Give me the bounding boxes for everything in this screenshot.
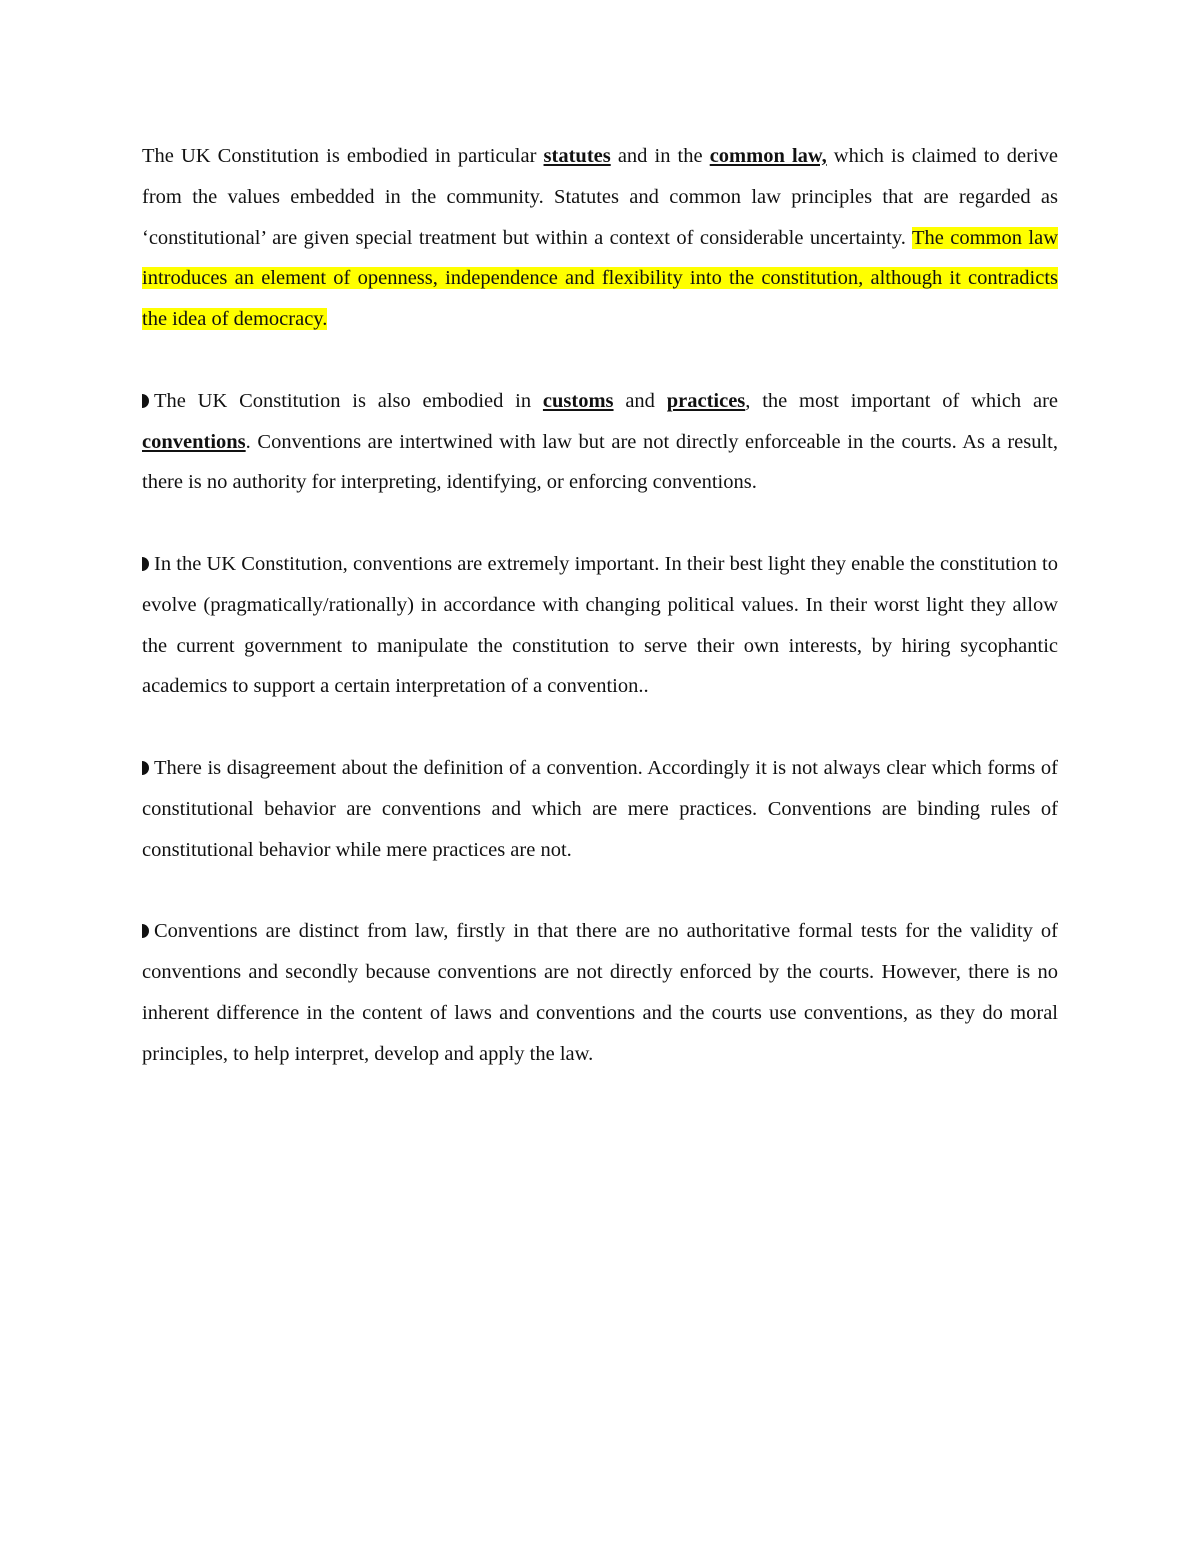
paragraph-3-text: In the UK Constitution, conventions are extremely important. In their best light they enable the constitution to evolve (pragmatically/rationally) in accordance with changing political values. In their worst light they allow the current government to manipulate the constitution to serve their own interests, by hiring sycophantic academics to support a certain interpretation of a convention.. bbox=[142, 552, 1058, 698]
paragraph-4 bbox=[142, 748, 1058, 870]
paragraph-1-text-2: and in the bbox=[610, 145, 710, 167]
half-circle-bullet-icon bbox=[142, 761, 149, 775]
keyword-practices: practices bbox=[666, 389, 746, 412]
half-circle-bullet-icon bbox=[142, 394, 149, 408]
paragraph-2-text-1: The UK Constitution is also embodied in bbox=[154, 389, 543, 412]
keyword-common-law: common law, bbox=[709, 145, 827, 167]
paragraph-1-text-3: which is claimed to derive from the values embedded in the community. Statutes and common law principles that are regarded as ‘constitutional’ are given special treatment but within a context of considerable uncertainty. bbox=[142, 145, 1059, 249]
document-body bbox=[142, 136, 1058, 1115]
keyword-customs: customs bbox=[542, 389, 614, 412]
highlighted-sentence: The common law introduces an element of openness, independence and flexibility into the constitution, although it contradicts the idea of democracy. bbox=[142, 226, 1058, 331]
paragraph-2-text-3: , the most important of which are bbox=[745, 389, 1059, 412]
paragraph-5 bbox=[142, 911, 1058, 1074]
paragraph-4-text: There is disagreement about the definition of a convention. Accordingly it is not always clear which forms of constitutional behavior are conventions and which are mere practices. Conventions are binding rules of constitutional behavior while mere practices are not. bbox=[142, 756, 1058, 861]
paragraph-3 bbox=[142, 544, 1058, 707]
half-circle-bullet-icon bbox=[142, 557, 149, 571]
keyword-conventions: conventions bbox=[142, 430, 246, 453]
paragraph-1 bbox=[142, 136, 1058, 340]
keyword-statutes: statutes bbox=[543, 145, 611, 167]
paragraph-2-text-2: and bbox=[613, 389, 667, 412]
paragraph-5-text: Conventions are distinct from law, firstly in that there are no authoritative formal tests for the validity of conventions and secondly because conventions are not directly enforced by the courts. However, there is no inherent difference in the content of laws and conventions and the courts use conventions, as they do moral principles, to help interpret, develop and apply the law. bbox=[142, 920, 1058, 1065]
paragraph-2-text-4: . Conventions are intertwined with law but are not directly enforceable in the courts. As a result, there is no authority for interpreting, identifying, or enforcing conventions. bbox=[142, 430, 1058, 494]
half-circle-bullet-icon bbox=[142, 924, 149, 938]
paragraph-1-text-1: The UK Constitution is embodied in particular bbox=[142, 145, 544, 167]
paragraph-2 bbox=[142, 381, 1058, 503]
